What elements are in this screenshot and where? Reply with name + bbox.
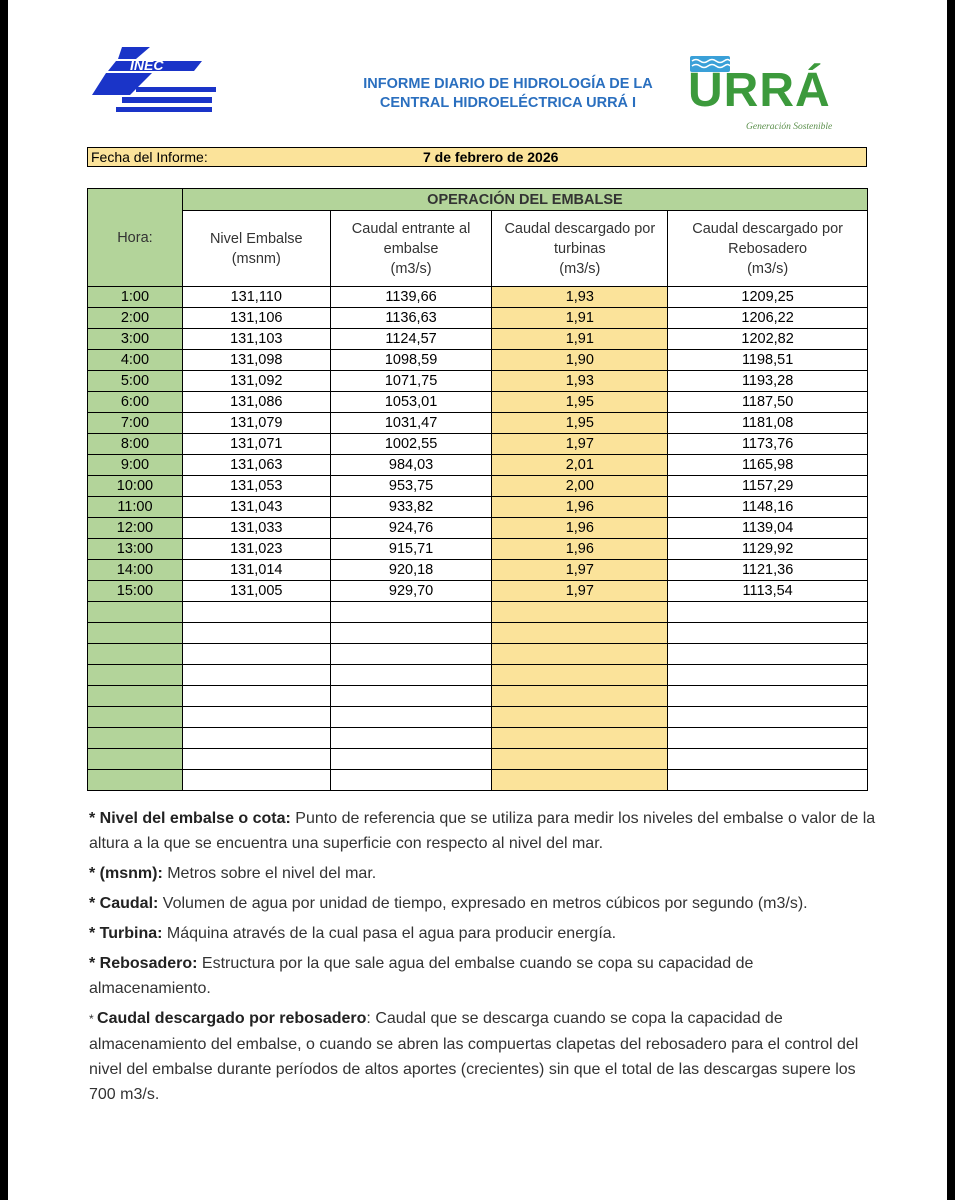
table-row bbox=[88, 329, 868, 350]
cell-caudal-rebosadero bbox=[668, 770, 868, 791]
cell-caudal-rebosadero: 1148,16 bbox=[668, 497, 868, 518]
cell-caudal-turbinas: 2,01 bbox=[492, 455, 668, 476]
glossary-notes bbox=[89, 806, 879, 1112]
cell-caudal-rebosadero: 1165,98 bbox=[668, 455, 868, 476]
cell-caudal-turbinas: 1,96 bbox=[492, 518, 668, 539]
hora-header-cell bbox=[88, 189, 183, 287]
report-date-value: 7 de febrero de 2026 bbox=[423, 149, 559, 165]
note-msnm: * (msnm): Metros sobre el nivel del mar. bbox=[89, 865, 377, 882]
cell-caudal-rebosadero: 1157,29 bbox=[668, 476, 868, 497]
note-caudal: * Caudal: Volumen de agua por unidad de tiempo, expresado en metros cúbicos por segundo (m3/s). bbox=[89, 895, 808, 912]
note-caudal-rebosadero: * Caudal descargado por rebosadero: Caudal que se descarga cuando se copa la capacidad de almacenamiento del embalse, o cuando se abren las compuertas clapetas del rebosadero para el control del nivel del embalse durante períodos de altos aportes (crecientes) sin que el total de las descargas supere los 700 m3/s. bbox=[89, 1010, 859, 1103]
cell-hora: 6:00 bbox=[88, 392, 183, 413]
cell-caudal-entrante: 933,82 bbox=[330, 497, 492, 518]
cell-hora: 15:00 bbox=[88, 581, 183, 602]
cell-caudal-rebosadero: 1206,22 bbox=[668, 308, 868, 329]
table-row bbox=[88, 392, 868, 413]
cell-caudal-turbinas bbox=[492, 749, 668, 770]
cell-nivel: 131,033 bbox=[182, 518, 330, 539]
cell-caudal-turbinas bbox=[492, 770, 668, 791]
cell-caudal-turbinas: 1,95 bbox=[492, 392, 668, 413]
cell-nivel: 131,071 bbox=[182, 434, 330, 455]
cell-hora: 5:00 bbox=[88, 371, 183, 392]
table-row bbox=[88, 749, 868, 770]
cell-nivel: 131,103 bbox=[182, 329, 330, 350]
cell-caudal-entrante: 1098,59 bbox=[330, 350, 492, 371]
cell-hora bbox=[88, 749, 183, 770]
cell-nivel: 131,086 bbox=[182, 392, 330, 413]
urra-tagline: Generación Sostenible bbox=[746, 122, 833, 132]
cell-hora: 13:00 bbox=[88, 539, 183, 560]
cell-nivel bbox=[182, 686, 330, 707]
hora-header: Hora: bbox=[117, 229, 153, 246]
cell-nivel: 131,079 bbox=[182, 413, 330, 434]
cell-caudal-turbinas bbox=[492, 665, 668, 686]
table-row bbox=[88, 770, 868, 791]
cell-caudal-rebosadero: 1139,04 bbox=[668, 518, 868, 539]
table-row bbox=[88, 287, 868, 308]
cell-caudal-rebosadero: 1129,92 bbox=[668, 539, 868, 560]
cell-hora bbox=[88, 644, 183, 665]
table-row bbox=[88, 623, 868, 644]
cell-caudal-entrante: 1031,47 bbox=[330, 413, 492, 434]
column-header-caudal-rebosadero: Caudal descargado por Rebosadero (m3/s) bbox=[668, 211, 868, 287]
note-nivel: * Nivel del embalse o cota: Punto de referencia que se utiliza para medir los niveles del embalse o valor de la altura a la que se encuentra una superficie con respecto al nivel del mar. bbox=[89, 810, 876, 852]
cell-caudal-turbinas: 1,90 bbox=[492, 350, 668, 371]
cell-hora: 2:00 bbox=[88, 308, 183, 329]
cell-caudal-entrante bbox=[330, 644, 492, 665]
urra-logo bbox=[688, 52, 860, 136]
table-row bbox=[88, 308, 868, 329]
cell-caudal-entrante: 1002,55 bbox=[330, 434, 492, 455]
cell-caudal-entrante: 929,70 bbox=[330, 581, 492, 602]
table-row bbox=[88, 434, 868, 455]
cell-hora bbox=[88, 602, 183, 623]
cell-hora: 4:00 bbox=[88, 350, 183, 371]
report-page bbox=[8, 0, 947, 1200]
cell-nivel: 131,106 bbox=[182, 308, 330, 329]
cell-caudal-rebosadero: 1121,36 bbox=[668, 560, 868, 581]
cell-hora bbox=[88, 770, 183, 791]
cell-caudal-rebosadero: 1173,76 bbox=[668, 434, 868, 455]
cell-nivel: 131,053 bbox=[182, 476, 330, 497]
cell-nivel: 131,098 bbox=[182, 350, 330, 371]
cell-hora: 1:00 bbox=[88, 287, 183, 308]
table-row bbox=[88, 686, 868, 707]
cell-caudal-rebosadero bbox=[668, 728, 868, 749]
cell-caudal-entrante bbox=[330, 602, 492, 623]
table-row bbox=[88, 539, 868, 560]
cell-nivel: 131,023 bbox=[182, 539, 330, 560]
cell-hora: 14:00 bbox=[88, 560, 183, 581]
cell-caudal-rebosadero: 1113,54 bbox=[668, 581, 868, 602]
cell-nivel: 131,043 bbox=[182, 497, 330, 518]
cell-caudal-rebosadero bbox=[668, 749, 868, 770]
cell-nivel bbox=[182, 770, 330, 791]
cell-caudal-entrante: 953,75 bbox=[330, 476, 492, 497]
table-row bbox=[88, 560, 868, 581]
cell-nivel: 131,063 bbox=[182, 455, 330, 476]
report-title bbox=[308, 75, 708, 113]
table-row bbox=[88, 644, 868, 665]
column-header-nivel: Nivel Embalse (msnm) bbox=[182, 211, 330, 287]
table-row bbox=[88, 476, 868, 497]
note-turbina: * Turbina: Máquina através de la cual pasa el agua para producir energía. bbox=[89, 925, 617, 942]
cell-caudal-rebosadero: 1198,51 bbox=[668, 350, 868, 371]
cell-caudal-rebosadero bbox=[668, 623, 868, 644]
table-row bbox=[88, 413, 868, 434]
cell-nivel bbox=[182, 623, 330, 644]
cell-caudal-turbinas: 1,91 bbox=[492, 308, 668, 329]
cell-caudal-entrante: 924,76 bbox=[330, 518, 492, 539]
cell-nivel: 131,092 bbox=[182, 371, 330, 392]
cell-hora: 11:00 bbox=[88, 497, 183, 518]
cell-nivel: 131,110 bbox=[182, 287, 330, 308]
cell-hora bbox=[88, 665, 183, 686]
cell-caudal-rebosadero: 1202,82 bbox=[668, 329, 868, 350]
cell-nivel bbox=[182, 749, 330, 770]
title-line-1: INFORME DIARIO DE HIDROLOGÍA DE LA bbox=[363, 76, 653, 92]
cell-caudal-turbinas bbox=[492, 623, 668, 644]
note-rebosadero: * Rebosadero: Estructura por la que sale agua del embalse cuando se copa su capacidad de almacenamiento. bbox=[89, 955, 754, 997]
cell-hora bbox=[88, 686, 183, 707]
cell-caudal-entrante: 915,71 bbox=[330, 539, 492, 560]
table-row bbox=[88, 497, 868, 518]
cell-caudal-rebosadero: 1187,50 bbox=[668, 392, 868, 413]
cell-hora: 3:00 bbox=[88, 329, 183, 350]
inec-logo-text: INEC bbox=[130, 57, 164, 73]
cell-caudal-turbinas: 1,97 bbox=[492, 560, 668, 581]
cell-caudal-entrante: 920,18 bbox=[330, 560, 492, 581]
cell-caudal-rebosadero bbox=[668, 686, 868, 707]
urra-logo-text: URRÁ bbox=[688, 64, 831, 117]
cell-nivel bbox=[182, 644, 330, 665]
section-title: OPERACIÓN DEL EMBALSE bbox=[182, 189, 867, 211]
cell-caudal-rebosadero bbox=[668, 665, 868, 686]
cell-caudal-entrante bbox=[330, 665, 492, 686]
cell-caudal-rebosadero bbox=[668, 707, 868, 728]
cell-caudal-entrante bbox=[330, 707, 492, 728]
cell-caudal-entrante: 1071,75 bbox=[330, 371, 492, 392]
cell-nivel: 131,014 bbox=[182, 560, 330, 581]
cell-caudal-entrante bbox=[330, 770, 492, 791]
cell-caudal-entrante: 984,03 bbox=[330, 455, 492, 476]
cell-caudal-turbinas bbox=[492, 728, 668, 749]
cell-hora: 7:00 bbox=[88, 413, 183, 434]
cell-nivel bbox=[182, 665, 330, 686]
column-header-caudal-entrante: Caudal entrante al embalse (m3/s) bbox=[330, 211, 492, 287]
cell-caudal-turbinas: 1,91 bbox=[492, 329, 668, 350]
table-row bbox=[88, 602, 868, 623]
table-row bbox=[88, 581, 868, 602]
cell-caudal-entrante: 1053,01 bbox=[330, 392, 492, 413]
cell-caudal-rebosadero bbox=[668, 644, 868, 665]
report-date-label: Fecha del Informe: bbox=[91, 149, 208, 165]
column-header-caudal-turbinas: Caudal descargado por turbinas (m3/s) bbox=[492, 211, 668, 287]
cell-hora: 9:00 bbox=[88, 455, 183, 476]
report-date-bar bbox=[87, 147, 867, 167]
cell-nivel bbox=[182, 602, 330, 623]
table-row bbox=[88, 371, 868, 392]
cell-hora: 12:00 bbox=[88, 518, 183, 539]
table-row bbox=[88, 350, 868, 371]
table-row bbox=[88, 455, 868, 476]
cell-caudal-entrante: 1139,66 bbox=[330, 287, 492, 308]
title-line-2: CENTRAL HIDROELÉCTRICA URRÁ I bbox=[379, 95, 637, 111]
cell-caudal-turbinas: 1,97 bbox=[492, 581, 668, 602]
cell-nivel bbox=[182, 707, 330, 728]
cell-hora bbox=[88, 728, 183, 749]
table-row bbox=[88, 728, 868, 749]
cell-caudal-turbinas: 1,95 bbox=[492, 413, 668, 434]
cell-caudal-entrante bbox=[330, 749, 492, 770]
reservoir-operation-table bbox=[87, 188, 868, 791]
cell-caudal-entrante bbox=[330, 623, 492, 644]
cell-caudal-turbinas: 1,93 bbox=[492, 287, 668, 308]
cell-hora bbox=[88, 623, 183, 644]
table-row bbox=[88, 518, 868, 539]
table-body bbox=[88, 287, 868, 791]
cell-caudal-turbinas: 2,00 bbox=[492, 476, 668, 497]
cell-hora bbox=[88, 707, 183, 728]
cell-caudal-turbinas bbox=[492, 707, 668, 728]
inec-logo bbox=[92, 45, 218, 121]
cell-hora: 8:00 bbox=[88, 434, 183, 455]
cell-nivel: 131,005 bbox=[182, 581, 330, 602]
table-row bbox=[88, 665, 868, 686]
cell-caudal-entrante: 1124,57 bbox=[330, 329, 492, 350]
cell-caudal-rebosadero: 1181,08 bbox=[668, 413, 868, 434]
cell-caudal-turbinas: 1,93 bbox=[492, 371, 668, 392]
cell-caudal-turbinas: 1,96 bbox=[492, 539, 668, 560]
cell-caudal-entrante bbox=[330, 686, 492, 707]
table-row bbox=[88, 707, 868, 728]
cell-caudal-turbinas bbox=[492, 644, 668, 665]
cell-caudal-rebosadero bbox=[668, 602, 868, 623]
cell-caudal-turbinas: 1,97 bbox=[492, 434, 668, 455]
cell-caudal-entrante: 1136,63 bbox=[330, 308, 492, 329]
cell-caudal-turbinas bbox=[492, 602, 668, 623]
cell-caudal-rebosadero: 1209,25 bbox=[668, 287, 868, 308]
cell-nivel bbox=[182, 728, 330, 749]
cell-hora: 10:00 bbox=[88, 476, 183, 497]
cell-caudal-turbinas: 1,96 bbox=[492, 497, 668, 518]
cell-caudal-turbinas bbox=[492, 686, 668, 707]
cell-caudal-entrante bbox=[330, 728, 492, 749]
cell-caudal-rebosadero: 1193,28 bbox=[668, 371, 868, 392]
